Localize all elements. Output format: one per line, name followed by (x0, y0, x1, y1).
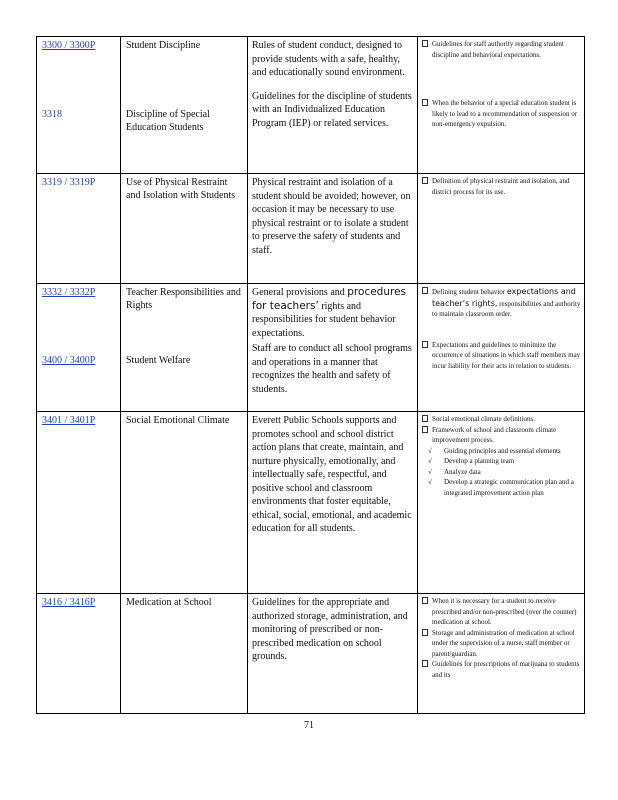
guideline-sub-item: √ Analyze data (428, 467, 481, 476)
table-row (37, 284, 585, 412)
checkbox-bullet-icon (422, 415, 428, 422)
policy-description: Everett Public Schools supports and promotes school and school district action plans that create, maintain, and nurture physically, emotionally, and intellectually safe, respectful, and positive school and classroom environments that foster equitable, ethical, social, emotional, and academic education for all students. (252, 415, 412, 534)
guideline-item: Social emotional climate definitions. (422, 414, 581, 425)
policy-topic: Student Welfare (126, 355, 191, 366)
policy-number: 3319 / 3319P (42, 177, 96, 188)
guideline-item: When it is necessary for a student to receive prescribed and/or non-prescribed (over the counter) medication at school. (422, 596, 581, 628)
check-mark-icon: √ (428, 467, 432, 476)
policy-number: 3318 (42, 109, 62, 120)
check-mark-icon: √ (428, 478, 432, 486)
checkbox-bullet-icon (422, 40, 428, 47)
checkbox-bullet-icon (422, 660, 428, 667)
checkbox-bullet-icon (422, 426, 428, 433)
table-row (37, 594, 585, 714)
policy-topic: Teacher Responsibilities and Rights (126, 287, 241, 311)
table-row (37, 174, 585, 284)
guideline-item: When the behavior of a special education student is likely to lead to a recommendation of suspension or non-emergency expulsion. (422, 98, 581, 130)
policy-description: General provisions and procedures for teachers’ rights and responsibilities for student behavior expectations. (252, 286, 407, 339)
checkbox-bullet-icon (422, 629, 428, 636)
guideline-sub-item: √ Guiding principles and essential elements (428, 446, 561, 455)
policy-number-link[interactable]: 3332 / 3332P (42, 287, 96, 298)
policy-table (36, 36, 585, 714)
policy-description: Guidelines for the appropriate and authorized storage, administration, and monitoring of prescribed or non-prescribed medication on school grounds. (252, 597, 408, 662)
policy-description: Rules of student conduct, designed to provide students with a safe, healthy, and educationally sound environment. (252, 40, 405, 78)
policy-topic: Discipline of Special Education Students (126, 109, 210, 133)
page-number: 71 (304, 720, 314, 731)
guideline-item: Storage and administration of medication at school under the supervision of a nurse, staff member or parent/guardian. (422, 628, 581, 660)
policy-description: Physical restraint and isolation of a student should be avoided; however, on occasion it may be necessary to use physical restraint or to isolate a student to preserve the safety of students and staff. (252, 177, 411, 256)
policy-number-link[interactable]: 3401 / 3401P (42, 415, 96, 426)
guideline-sub-item: √ Develop a strategic communication plan and a integrated improvement action plan (428, 478, 574, 497)
table-row (37, 37, 585, 174)
policy-number-link[interactable]: 3300 / 3300P (42, 40, 96, 51)
checkbox-bullet-icon (422, 341, 428, 348)
checkbox-bullet-icon (422, 177, 428, 184)
policy-description: Guidelines for the discipline of students with an Individualized Education Program (IEP) or related services. (252, 90, 412, 129)
policy-topic: Social Emotional Climate (126, 415, 230, 426)
guideline-item: Guidelines for prescriptions of marijuana to students and its (422, 659, 581, 680)
policy-description: Staff are to conduct all school programs and operations in a manner that recognizes the health and safety of students. (252, 343, 412, 395)
policy-topic: Use of Physical Restraint and Isolation with Students (126, 177, 236, 201)
guideline-item: Defining student behavior expectations and teacher’s rights, responsibilities and authority to maintain classroom order. (422, 286, 581, 320)
policy-topic: Medication at School (126, 597, 212, 608)
guideline-item: Definition of physical restraint and isolation, and district process for its use. (422, 176, 581, 197)
policy-topic: Student Discipline (126, 40, 201, 51)
guideline-item: Guidelines for staff authority regarding student discipline and behavioral expectations. (422, 39, 581, 60)
checkbox-bullet-icon (422, 597, 428, 604)
check-mark-icon: √ (428, 446, 432, 455)
checkbox-bullet-icon (422, 99, 428, 106)
guideline-item: Framework of school and classroom climate improvement process. (422, 425, 581, 446)
guideline-sub-item: √ Develop a planning team (428, 457, 515, 465)
policy-number-link[interactable]: 3416 / 3416P (42, 597, 96, 608)
checkbox-bullet-icon (422, 287, 428, 294)
guideline-item: Expectations and guidelines to minimize the occurrence of situations in which staff members may incur liability for their acts in relation to students. (422, 340, 581, 372)
check-mark-icon: √ (428, 457, 432, 465)
table-row (37, 412, 585, 594)
policy-number-link[interactable]: 3400 / 3400P (42, 355, 96, 366)
